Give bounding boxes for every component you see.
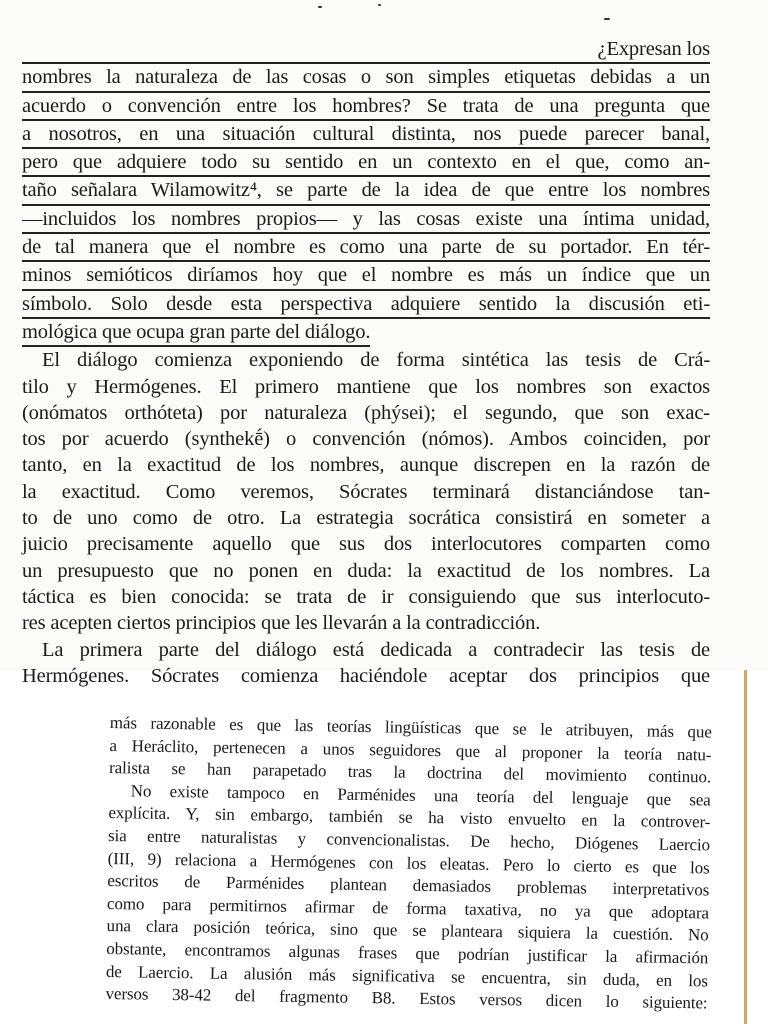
upper-page-text bbox=[22, 36, 710, 689]
text-line: escritos de Parménides plantean demasiados problemas interpretativos bbox=[107, 871, 710, 900]
text-line: una clara posición teórica, sino que se planteara siquiera la cuestión. No bbox=[106, 916, 709, 945]
text-line: a nosotros, en una situación cultural distinta, nos puede parecer banal, bbox=[22, 121, 710, 149]
text-line: Hermógenes. Sócrates comienza haciéndole aceptar dos principios que bbox=[22, 664, 710, 687]
text-line: tilo y Hermógenes. El primero mantiene que los nombres son exactos bbox=[22, 375, 710, 398]
text-line: juicio precisamente aquello que sus dos interlocutores comparten como bbox=[22, 533, 710, 556]
text-line: mológica que ocupa gran parte del diálogo. bbox=[22, 319, 370, 347]
text-line: a Heráclito, pertenecen a unos seguidores que al proponer la teoría natu- bbox=[109, 735, 712, 765]
text-line: ¿Expresan los bbox=[22, 36, 710, 64]
text-line: más razonable es que las teorías lingüísticas que se le atribuyen, más que bbox=[109, 712, 712, 742]
text-line: nombres la naturaleza de las cosas o son simples etiquetas debidas a un bbox=[22, 64, 710, 92]
text-line: res acepten ciertos principios que les llevarán a la contradicción. bbox=[22, 612, 541, 635]
text-line: de tal manera que el nombre es como una parte de su portador. En tér- bbox=[22, 234, 710, 262]
text-line: sia entre naturalistas y convencionalistas. De hecho, Diógenes Laercio bbox=[107, 825, 711, 855]
text-line: ralista se han parapetado tras la doctrina del movimiento continuo. bbox=[108, 758, 712, 787]
text-line: pero que adquiere todo su sentido en un contexto en el que, como an- bbox=[22, 149, 710, 177]
text-line: símbolo. Solo desde esta perspectiva adquiere sentido la discusión eti- bbox=[22, 291, 710, 319]
text-line: explícita. Y, sin embargo, también se ha visto envuelto en la controver- bbox=[108, 803, 711, 832]
text-line: taño señalara Wilamowitz⁴, se parte de la idea de que entre los nombres bbox=[22, 177, 710, 205]
text-line: versos 38-42 del fragmento B8. Estos versos dicen lo siguiente: bbox=[105, 984, 708, 1013]
page-edge-line bbox=[744, 670, 747, 1024]
text-line: acuerdo o convención entre los hombres? Se trata de una pregunta que bbox=[22, 93, 710, 121]
text-line: El diálogo comienza exponiendo de forma sintética las tesis de Crá- bbox=[42, 349, 710, 372]
text-line: (III, 9) relaciona a Hermógenes con los eleatas. Pero lo cierto es que los bbox=[107, 848, 710, 877]
text-line: tos por acuerdo (synthekḗ) o convención (nómos). Ambos coinciden, por bbox=[22, 428, 710, 451]
text-line: La primera parte del diálogo está dedicada a contradecir las tesis de bbox=[42, 638, 710, 661]
text-line: como para permitirnos afirmar de forma taxativa, no ya que adoptara bbox=[106, 893, 710, 923]
scan-speck bbox=[604, 18, 610, 20]
text-line: un presupuesto que no ponen en duda: la exactitud de los nombres. La bbox=[22, 559, 710, 582]
text-line: to de uno como de otro. La estrategia socrática consistirá en someter a bbox=[22, 507, 710, 530]
text-line: No existe tampoco en Parménides una teoría del lenguaje que sea bbox=[130, 781, 711, 810]
scan-speck bbox=[378, 4, 381, 6]
text-line: —incluidos los nombres propios— y las cosas existe una íntima unidad, bbox=[22, 206, 710, 234]
text-line: táctica es bien conocida: se trata de ir consiguiendo que sus interlocuto- bbox=[22, 585, 710, 608]
text-line: minos semióticos diríamos hoy que el nombre es más un índice que un bbox=[22, 262, 710, 290]
text-line: la exactitud. Como veremos, Sócrates terminará distanciándose tan- bbox=[22, 480, 710, 503]
text-line: (onómatos orthóteta) por naturaleza (phýsei); el segundo, que son exac- bbox=[22, 401, 710, 424]
scan-speck bbox=[318, 6, 322, 8]
text-line: de Laercio. La alusión más significativa se encuentra, sin duda, en los bbox=[105, 961, 709, 990]
text-line: tanto, en la exactitud de los nombres, aunque discrepen en la razón de bbox=[22, 454, 710, 477]
lower-page-text bbox=[105, 712, 712, 1015]
text-line: obstante, encontramos algunas frases que podrían justificar la afirmación bbox=[106, 938, 709, 968]
